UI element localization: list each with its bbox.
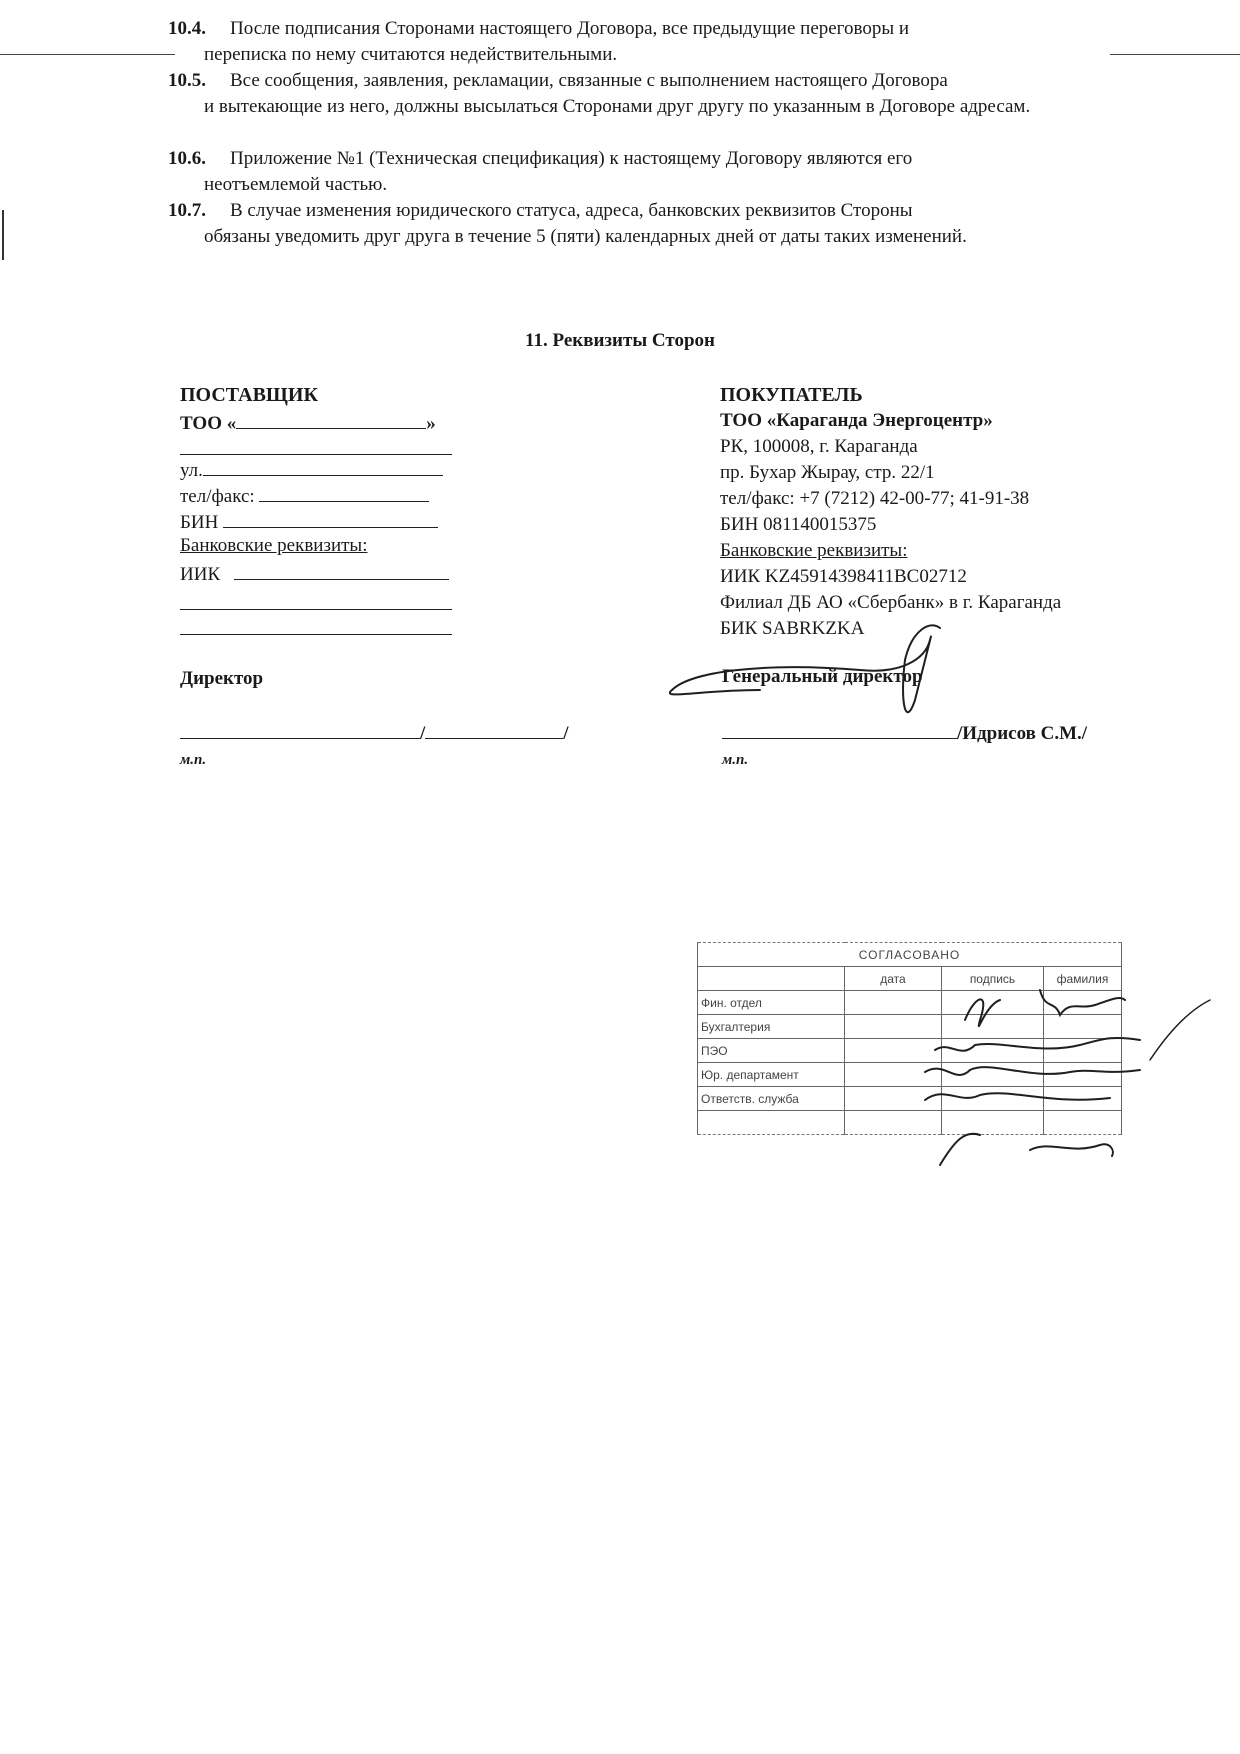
company-prefix: ТОО « [180,413,237,434]
buyer-phone: тел/факс: +7 (7212) 42-00-77; 41-91-38 [720,488,1030,509]
supplier-phone [180,481,480,507]
stamp-col-header: фамилия [1044,967,1122,991]
blank-line [180,610,452,635]
clause-number: 10.7. [168,200,206,221]
clause-text-cont: и вытекающие из него, должны высылаться Сторонами друг другу по указанным в Договоре адресам. [204,96,1031,117]
stamp-col-header [698,967,845,991]
street-blank [203,455,443,476]
buyer-signature-line [722,718,1087,745]
supplier-street [180,455,480,481]
blank-line [180,434,452,455]
scan-artifact-line [0,54,175,55]
buyer-bank-label: Банковские реквизиты: [720,540,908,561]
stamp-row-label: Бухгалтерия [698,1015,845,1039]
supplier-company [180,408,480,434]
clause-10-5 [168,68,1110,120]
clause-number: 10.5. [168,70,206,91]
buyer-seal-mark: м.п. [722,752,749,768]
buyer-block [720,382,1140,642]
iik-label: ИИК [180,564,221,585]
sig-separator: / [420,723,426,744]
scan-artifact-line [1110,54,1240,55]
clause-text-cont: неотъемлемой частью. [204,174,388,195]
supplier-role: Директор [180,668,264,689]
clause-text: После подписания Сторонами настоящего Договора, все предыдущие переговоры и [230,18,910,39]
clause-text: В случае изменения юридического статуса, адреса, банковских реквизитов Стороны [230,200,913,221]
section-title: 11. Реквизиты Сторон [525,330,715,351]
stamp-col-header: дата [845,967,942,991]
buyer-bik: БИК SABRKZKA [720,618,865,639]
stamp-row-label: Фин. отдел [698,991,845,1015]
scan-artifact-bar [2,210,4,260]
buyer-iik: ИИК KZ45914398411BC02712 [720,566,967,587]
phone-label: тел/факс: [180,486,255,507]
phone-blank [259,481,429,502]
approval-table [697,942,1122,1135]
clause-text: Все сообщения, заявления, рекламации, связанные с выполнением настоящего Договора [230,70,948,91]
supplier-signature-line [180,718,569,745]
signature-blank [722,718,957,739]
stamp-title: СОГЛАСОВАНО [698,943,1122,967]
clause-10-7 [168,198,1110,250]
signature-blank [180,718,420,739]
stamp-row-label: ПЭО [698,1039,845,1063]
buyer-bank: Филиал ДБ АО «Сбербанк» в г. Караганда [720,592,1062,613]
clause-number: 10.4. [168,18,206,39]
clause-number: 10.6. [168,148,206,169]
approval-stamp [697,942,1122,1164]
clause-text-cont: обязаны уведомить друг друга в течение 5 (пяти) календарных дней от даты таких изменений. [204,226,967,247]
bin-blank [223,507,438,528]
supplier-iik [180,559,480,585]
name-blank [425,718,563,739]
supplier-seal-mark: м.п. [180,752,207,768]
buyer-address1: РК, 100008, г. Караганда [720,436,918,457]
supplier-heading: ПОСТАВЩИК [180,384,318,406]
supplier-bin [180,507,480,533]
stamp-row-label: Юр. департамент [698,1063,845,1087]
buyer-heading: ПОКУПАТЕЛЬ [720,384,863,406]
stamp-row-label: Ответств. служба [698,1087,845,1111]
company-blank [236,408,426,429]
buyer-role: Генеральный директор [722,666,923,687]
street-label: ул. [180,460,203,481]
supplier-block [180,382,480,635]
iik-blank [234,559,449,580]
signer-name: /Идрисов С.М./ [957,723,1088,744]
clause-10-4 [168,16,1110,68]
clause-text: Приложение №1 (Техническая спецификация) к настоящему Договору являются его [230,148,913,169]
supplier-bank-label: Банковские реквизиты: [180,535,368,556]
company-suffix: » [426,413,436,434]
buyer-address2: пр. Бухар Жырау, стр. 22/1 [720,462,935,483]
buyer-bin: БИН 081140015375 [720,514,877,535]
blank-line [180,585,452,610]
bin-label: БИН [180,512,219,533]
buyer-company: ТОО «Караганда Энергоцентр» [720,410,993,431]
clause-10-6 [168,146,1110,198]
clause-text-cont: переписка по нему считаются недействительными. [204,44,618,65]
sig-separator: / [563,723,569,744]
stamp-col-header: подпись [942,967,1044,991]
stamp-signature-7 [1150,1000,1210,1060]
